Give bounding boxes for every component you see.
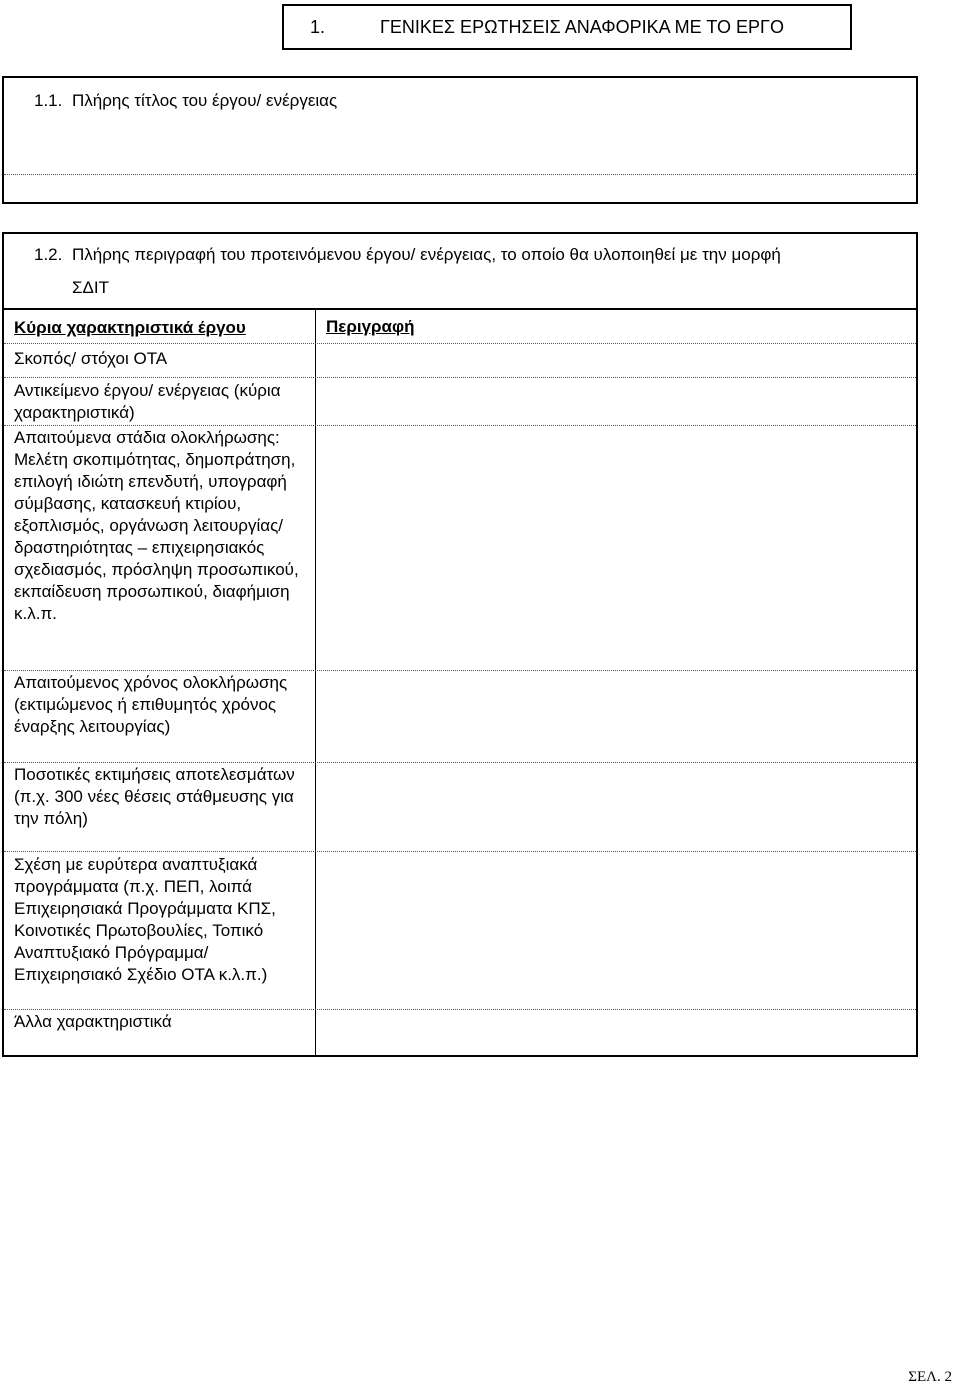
subsection-number: 1.2. bbox=[34, 245, 63, 264]
subsection-title-line1: Πλήρης περιγραφή του προτεινόμενου έργου/ ενέργειας, το οποίο θα υλοποιηθεί με την μορφή bbox=[72, 245, 781, 264]
column-divider bbox=[315, 310, 316, 1055]
full-title-field[interactable] bbox=[2, 76, 918, 204]
row-divider bbox=[4, 762, 916, 763]
row-divider bbox=[4, 377, 916, 378]
table-row-label: Ποσοτικές εκτιμήσεις αποτελεσμάτων (π.χ. 300 νέες θέσεις στάθμευσης για την πόλη) bbox=[14, 765, 295, 828]
characteristics-table bbox=[2, 308, 918, 1057]
table-row-label: Απαιτούμενος χρόνος ολοκλήρωσης (εκτιμώμενος ή επιθυμητός χρόνος έναρξης λειτουργίας) bbox=[14, 673, 288, 736]
description-header-box bbox=[2, 232, 918, 310]
table-row-label: Άλλα χαρακτηριστικά bbox=[14, 1012, 172, 1031]
row-divider bbox=[4, 1009, 916, 1010]
table-header-description: Περιγραφή bbox=[326, 317, 415, 336]
row-divider bbox=[4, 851, 916, 852]
subsection-number: 1.1. bbox=[34, 91, 63, 110]
row-divider bbox=[4, 343, 916, 344]
table-row-label: Σκοπός/ στόχοι ΟΤΑ bbox=[14, 349, 168, 368]
table-row-label: Απαιτούμενα στάδια ολοκλήρωσης: Μελέτη σκοπιμότητας, δημοπράτηση, επιλογή ιδιώτη επενδυτή, υπογραφή σύμβασης, κατασκευή κτιρίου, εξοπλισμός, οργάνωση λειτουργίας/ δραστηριότητας – επιχειρησιακός σχεδιασμός, πρόσληψη προσωπικού, εκπαίδευση προσωπικού, διαφήμιση κ.λ.π. bbox=[14, 428, 299, 623]
dotted-divider bbox=[4, 174, 916, 175]
section-title-box bbox=[282, 4, 852, 50]
table-row-label: Σχέση με ευρύτερα αναπτυξιακά προγράμματα (π.χ. ΠΕΠ, λοιπά Επιχειρησιακά Προγράμματα ΚΠΣ, Κοινοτικές Πρωτοβουλίες, Τοπικό Αναπτυξιακό Πρόγραμμα/ Επιχειρησιακό Σχέδιο ΟΤΑ κ.λ.π.) bbox=[14, 855, 276, 984]
subsection-title: Πλήρης τίτλος του έργου/ ενέργειας bbox=[72, 91, 338, 110]
subsection-title-line2: ΣΔΙΤ bbox=[72, 278, 109, 297]
table-row-label: Αντικείμενο έργου/ ενέργειας (κύρια χαρακτηριστικά) bbox=[14, 381, 281, 422]
row-divider bbox=[4, 670, 916, 671]
table-header-characteristics: Κύρια χαρακτηριστικά έργου bbox=[14, 318, 246, 337]
section-number: 1. bbox=[310, 16, 326, 37]
row-divider bbox=[4, 425, 916, 426]
section-title: ΓΕΝΙΚΕΣ ΕΡΩΤΗΣΕΙΣ ΑΝΑΦΟΡΙΚΑ ΜΕ ΤΟ ΕΡΓΟ bbox=[380, 16, 784, 37]
page-number: ΣΕΛ. 2 bbox=[908, 1369, 952, 1385]
